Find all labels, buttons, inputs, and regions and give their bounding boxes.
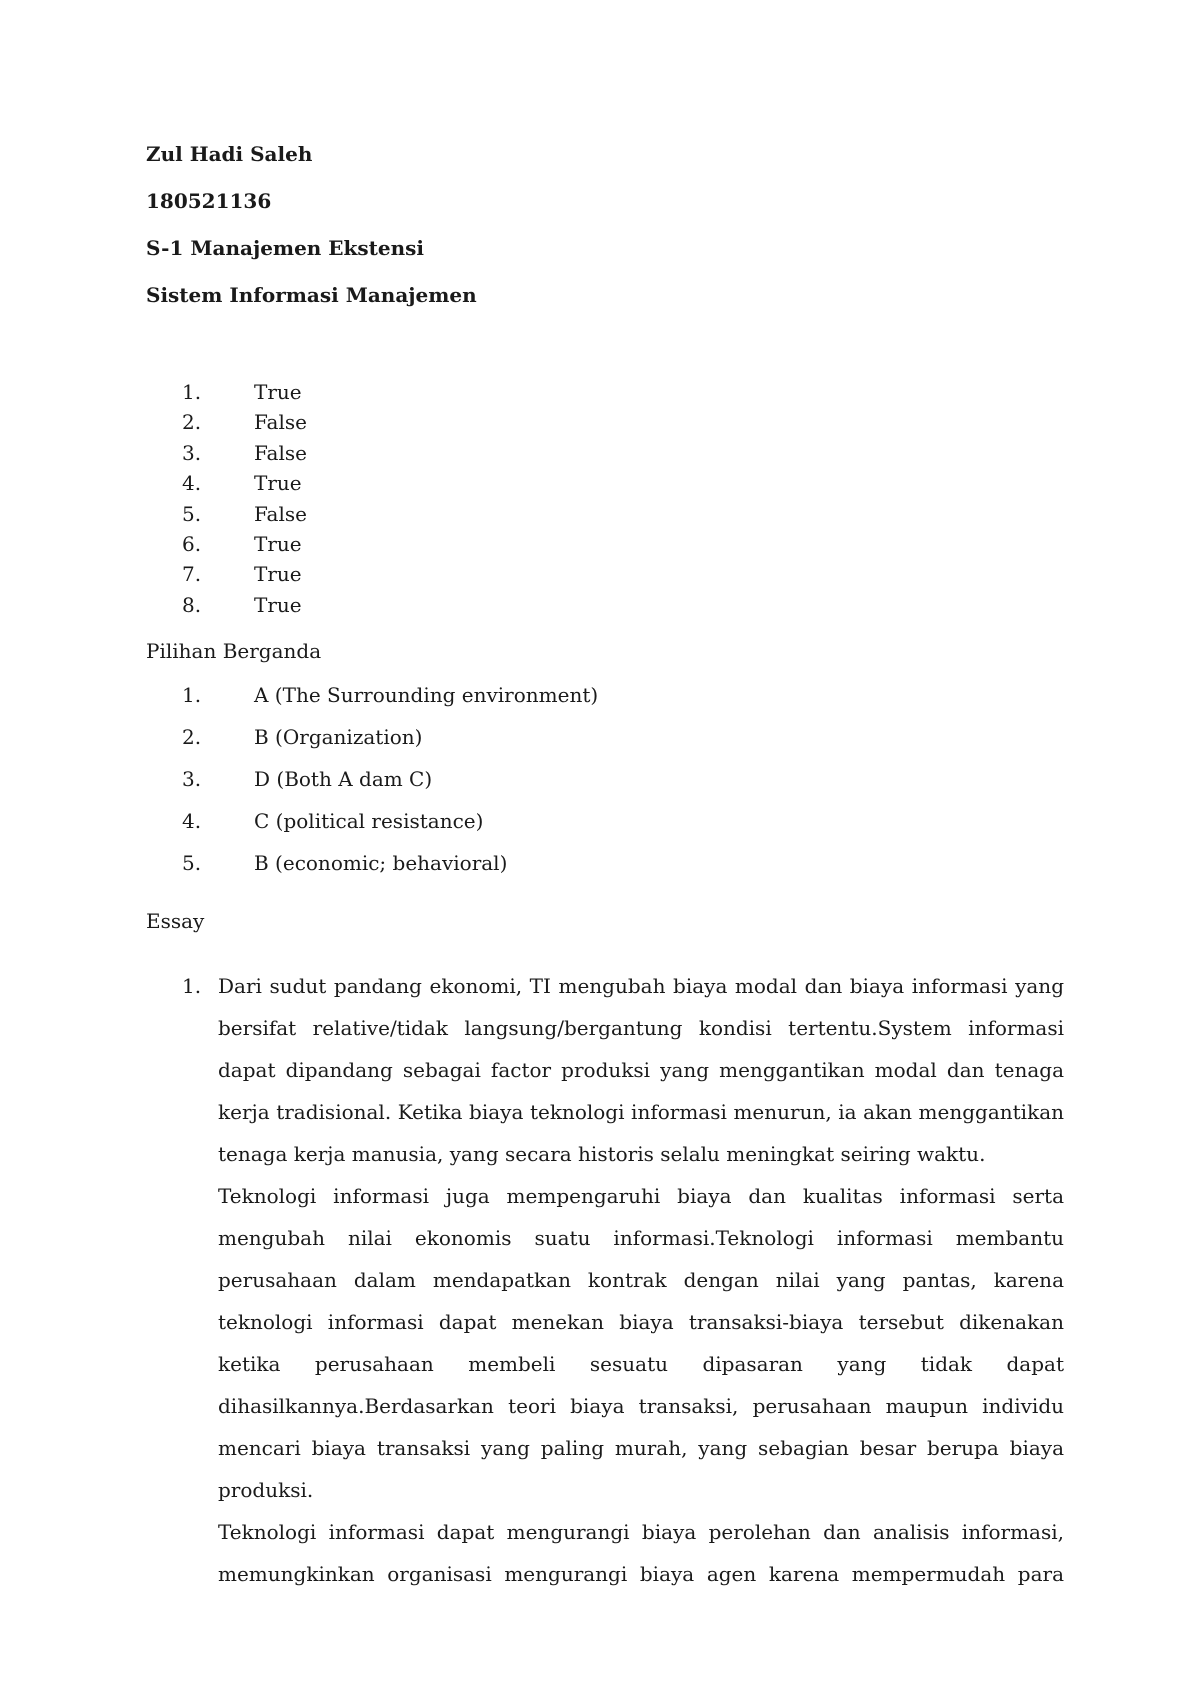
item-answer: True [254, 592, 302, 617]
item-answer: A (The Surrounding environment) [254, 683, 599, 707]
study-program: S-1 Manajemen Ekstensi [146, 236, 425, 260]
item-answer: B (Organization) [254, 725, 423, 749]
item-answer: False [254, 501, 307, 526]
multiple-choice-list [146, 681, 598, 891]
item-number: 2. [182, 410, 202, 435]
item-number: 5. [182, 851, 202, 875]
item-number: 7. [182, 562, 202, 587]
item-number: 5. [182, 501, 202, 526]
section-title-essay: Essay [146, 909, 205, 933]
item-answer: B (economic; behavioral) [254, 851, 508, 875]
list-item [146, 407, 307, 437]
item-answer: D (Both A dam C) [254, 767, 433, 791]
student-name: Zul Hadi Saleh [146, 142, 313, 166]
item-answer: C (political resistance) [254, 809, 484, 833]
essay-list [146, 965, 1066, 1595]
item-answer: False [254, 440, 307, 465]
item-number: 4. [182, 809, 202, 833]
list-item [146, 559, 307, 589]
essay-item-number-wrap [146, 965, 218, 1595]
item-answer: True [254, 380, 302, 404]
essay-paragraph: Dari sudut pandang ekonomi, TI mengubah biaya modal dan biaya informasi yang bersifat relative/tidak langsung/bergantung kondisi tertentu.System informasi dapat dipandang sebagai factor produksi yang menggantikan modal dan tenaga kerja tradisional. Ketika biaya teknologi informasi menurun, ia akan menggantikan tenaga kerja manusia, yang secara historis selalu meningkat seiring waktu. [218, 974, 1064, 1166]
course-title: Sistem Informasi Manajemen [146, 283, 477, 307]
item-number: 1. [182, 683, 202, 707]
item-number: 3. [182, 440, 202, 465]
list-item [146, 529, 307, 559]
student-id: 180521136 [146, 189, 272, 213]
item-number: 6. [182, 532, 202, 557]
list-item [146, 681, 598, 723]
list-item [146, 468, 307, 498]
essay-paragraph: Teknologi informasi juga mempengaruhi biaya dan kualitas informasi serta mengubah nilai ekonomis suatu informasi.Teknologi informasi membantu perusahaan dalam mendapatkan kontrak dengan nilai yang pantas, karena teknologi informasi dapat menekan biaya transaksi-biaya tersebut dikenakan ketika perusahaan membeli sesuatu dipasaran yang tidak dapat dihasilkannya.Berdasarkan teori biaya transaksi, perusahaan maupun individu mencari biaya transaksi yang paling murah, yang sebagian besar berupa biaya produksi. [218, 1184, 1064, 1502]
item-answer: False [254, 410, 307, 435]
list-item [146, 438, 307, 468]
section-title-multiple-choice: Pilihan Berganda [146, 639, 322, 663]
list-item [146, 849, 598, 891]
item-number: 4. [182, 471, 202, 496]
list-item [146, 807, 598, 849]
item-number: 1. [182, 380, 202, 404]
item-number: 8. [182, 592, 202, 617]
list-item [146, 723, 598, 765]
list-item [146, 765, 598, 807]
list-item [146, 590, 307, 620]
list-item [146, 499, 307, 529]
item-answer: True [254, 471, 302, 496]
student-header [146, 140, 477, 328]
essay-answer-body [218, 965, 1064, 1595]
essay-paragraph: Teknologi informasi dapat mengurangi biaya perolehan dan analisis informasi, memungkinkan organisasi mengurangi biaya agen karena mempermudah para [218, 1520, 1064, 1586]
list-item [146, 377, 307, 407]
item-number: 2. [182, 725, 202, 749]
item-number: 1. [182, 974, 202, 998]
item-number: 3. [182, 767, 202, 791]
item-answer: True [254, 562, 302, 587]
true-false-list [146, 377, 307, 620]
item-answer: True [254, 532, 302, 557]
essay-item [146, 965, 1066, 1595]
